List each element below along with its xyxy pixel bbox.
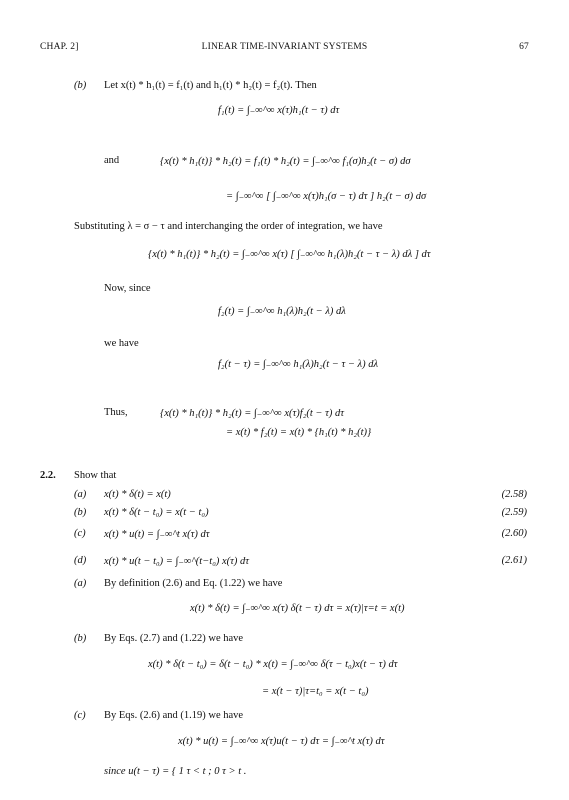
equation-f2: f₂(t) = ∫₋∞^∞ h₁(λ)h₂(t − λ) dλ — [218, 306, 346, 317]
item-d-label: (d) — [74, 555, 87, 566]
thus-text: Thus, — [104, 407, 128, 418]
item-c-expr: x(t) * u(t) = ∫₋∞^t x(τ) dτ — [104, 529, 210, 540]
sol-c-equation: x(t) * u(t) = ∫₋∞^∞ x(τ)u(t − τ) dτ = ∫₋∞^t x(τ) dτ — [178, 736, 385, 747]
we-have-text: we have — [104, 338, 139, 349]
eq-number-2-59: (2.59) — [501, 507, 527, 518]
sol-a-text: By definition (2.6) and Eq. (1.22) we have — [104, 578, 283, 589]
item-b-expr: x(t) * δ(t − t₀) = x(t − t₀) — [104, 507, 209, 518]
equation-assoc-3: {x(t) * h₁(t)} * h₂(t) = ∫₋∞^∞ x(τ) [ ∫₋∞^∞ h₁(λ)h₂(t − τ − λ) dλ ] dτ — [148, 249, 431, 260]
equation-assoc-1: {x(t) * h₁(t)} * h₂(t) = f₁(t) * h₂(t) = ∫₋∞^∞ f₁(σ)h₂(t − σ) dσ — [160, 156, 411, 167]
eq-number-2-60: (2.60) — [501, 528, 527, 539]
eq-number-2-61: (2.61) — [501, 555, 527, 566]
equation-assoc-2: = ∫₋∞^∞ [ ∫₋∞^∞ x(τ)h₁(σ − τ) dτ ] h₂(t − σ) dσ — [226, 191, 427, 202]
sol-c-label: (c) — [74, 710, 86, 721]
running-title: LINEAR TIME-INVARIANT SYSTEMS — [201, 42, 368, 52]
now-since-text: Now, since — [104, 283, 151, 294]
sol-b-text: By Eqs. (2.7) and (1.22) we have — [104, 633, 244, 644]
item-c-label: (c) — [74, 528, 86, 539]
part-b-label: (b) — [74, 80, 87, 91]
item-d-expr: x(t) * u(t − t₀) = ∫₋∞^(t−t₀) x(τ) dτ — [104, 556, 250, 567]
equation-assoc-5: = x(t) * f₂(t) = x(t) * {h₁(t) * h₂(t)} — [226, 427, 372, 438]
item-a-expr: x(t) * δ(t) = x(t) — [104, 489, 171, 500]
chapter-label: CHAP. 2] — [40, 42, 79, 52]
item-b-label: (b) — [74, 507, 87, 518]
sol-b-equation-2: = x(t − τ)|τ=t₀ = x(t − t₀) — [262, 686, 369, 697]
eq-number-2-58: (2.58) — [501, 489, 527, 500]
equation-assoc-4: {x(t) * h₁(t)} * h₂(t) = ∫₋∞^∞ x(τ)f₂(t − τ) dτ — [160, 408, 344, 419]
sol-c-text: By Eqs. (2.6) and (1.19) we have — [104, 710, 244, 721]
and-label: and — [104, 155, 120, 166]
sol-a-equation: x(t) * δ(t) = ∫₋∞^∞ x(τ) δ(t − τ) dτ = x(τ)|τ=t = x(t) — [190, 603, 405, 614]
substitution-text: Substituting λ = σ − τ and interchanging the order of integration, we have — [74, 221, 383, 232]
sol-c-since: since u(t − τ) = { 1 τ < t ; 0 τ > t . — [104, 766, 247, 777]
item-a-label: (a) — [74, 489, 87, 500]
sol-b-label: (b) — [74, 633, 87, 644]
sol-b-equation-1: x(t) * δ(t − t₀) = δ(t − t₀) * x(t) = ∫₋∞^∞ δ(τ − t₀)x(t − τ) dτ — [148, 659, 398, 670]
problem-title: Show that — [74, 470, 117, 481]
part-b-intro: Let x(t) * h₁(t) = f₁(t) and h₁(t) * h₂(t) = f₂(t). Then — [104, 80, 317, 91]
problem-number: 2.2. — [40, 470, 56, 481]
equation-f2-shift: f₂(t − τ) = ∫₋∞^∞ h₁(λ)h₂(t − τ − λ) dλ — [218, 359, 379, 370]
sol-a-label: (a) — [74, 578, 87, 589]
page-number: 67 — [519, 42, 529, 52]
equation-f1: f₁(t) = ∫₋∞^∞ x(τ)h₁(t − τ) dτ — [218, 105, 340, 116]
